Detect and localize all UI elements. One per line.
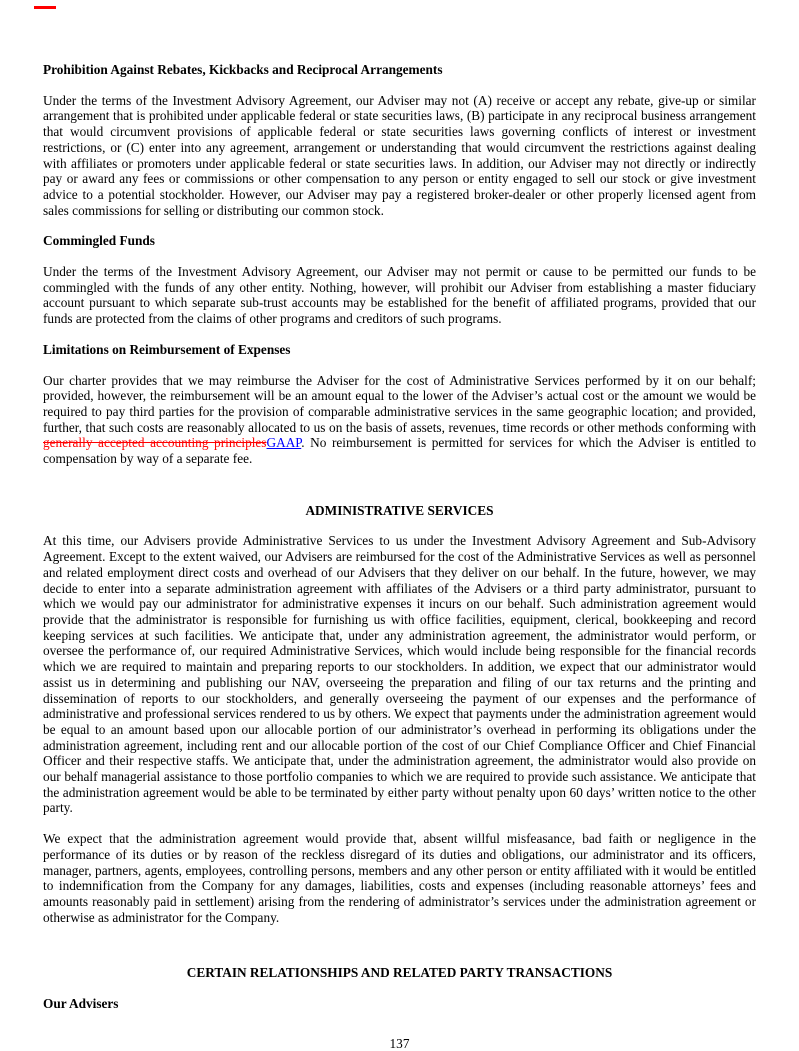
page-number: 137 [389, 1035, 410, 1051]
redline-change-marker [34, 6, 56, 9]
inserted-text-gaap: GAAP [266, 435, 302, 451]
heading-commingled-funds: Commingled Funds [43, 233, 155, 249]
heading-limitations-reimbursement: Limitations on Reimbursement of Expenses [43, 341, 291, 357]
heading-prohibition-rebates: Prohibition Against Rebates, Kickbacks and Reciprocal Arrangements [43, 62, 443, 77]
paragraph-administrative-services-1: At this time, our Advisers provide Administrative Services to us under the Investment Advisory Agreement and Sub-Advisory Agreement. Except to the extent waived, our Advisers are reimbursed for the cost of the Administrative Services as well as personnel and related employment direct costs and overhead of our Advisers that they deliver on our behalf. In the future, however, we may decide to enter into a separate administration agreement with affiliates of the Advisers or a third party administrator, pursuant to which we would pay our administrator for administrative expenses it incurs on our behalf. Such administration agreement would provide that the administrator is responsible for furnishing us with office facilities, equipment, clerical, bookkeeping and record keeping services at such facilities. We anticipate that, under any administration agreement, the administrator would perform, or oversee the performance of, our required Administrative Services, which would include being responsible for the financial records which we are required to maintain and preparing reports to our stockholders. In addition, we expect that our administrator would assist us in determining and publishing our NAV, overseeing the preparation and filing of our tax returns and the printing and dissemination of reports to our stockholders, and generally overseeing the payment of our expenses and the performance of administrative and professional services rendered to us by others. We expect that payments under the administration agreement would be equal to an amount based upon our allocable portion of our administrator’s overhead in performing its obligations under the administration agreement, including rent and our allocable portion of the cost of our Chief Compliance Officer and Chief Financial Officer and their respective staffs. We anticipate that, under the administration agreement, the administrator would also provide on our behalf managerial assistance to those portfolio companies to which we are required to provide such assistance. We anticipate that the administration agreement would be able to be terminated by either party without penalty upon 60 days’ written notice to the other party. [43, 533, 756, 816]
heading-our-advisers: Our Advisers [43, 996, 119, 1012]
limitations-text-after: . No reimbursement is permitted for services for which the Adviser is entitled to compensation by way of a separate fee. [43, 435, 756, 467]
heading-related-party-transactions: CERTAIN RELATIONSHIPS AND RELATED PARTY TRANSACTIONS [186, 965, 613, 981]
paragraph-prohibition-rebates: Under the terms of the Investment Advisory Agreement, our Adviser may not (A) receive or accept any rebate, give-up or similar arrangement that is prohibited under applicable federal or state securities laws, (B) participate in any reciprocal business arrangement that would circumvent provisions of applicable federal or state securities laws governing conflicts of interest or investment restrictions, or (C) enter into any agreement, arrangement or understanding that would circumvent the restrictions against dealing with affiliates or promoters under applicable federal or state securities laws. In addition, our Adviser may not directly or indirectly pay or award any fees or commissions or other compensation to any person or entity engaged to sell our stock or give investment advice to a potential stockholder. However, our Adviser may pay a registered broker-dealer or other properly licensed agent from sales commissions for selling or distributing our common stock. [43, 92, 756, 218]
paragraph-commingled-funds: Under the terms of the Investment Advisory Agreement, our Adviser may not permit or cause to be permitted our funds to be commingled with the funds of any other entity. Nothing, however, will prohibit our Adviser from establishing a master fiduciary account pursuant to which separate sub-trust accounts may be established for the benefit of affiliated programs, provided that our funds are protected from the claims of other programs and creditors of such programs. [43, 264, 756, 327]
heading-administrative-services: ADMINISTRATIVE SERVICES [305, 502, 494, 518]
paragraph-administrative-services-2: We expect that the administration agreement would provide that, absent willful misfeasance, bad faith or negligence in the performance of its duties or by reason of the reckless disregard of its duties and obligations, our administrator and its officers, manager, partners, agents, employees, controlling persons, members and any other person or entity affiliated with it would be entitled to indemnification from the Company for any damages, liabilities, costs and expenses (including reasonable attorneys’ fees and amounts reasonably paid in settlement) arising from the rendering of administrator’s services under the administration agreement or otherwise as administrator for the Company. [43, 831, 756, 925]
paragraph-limitations-reimbursement [43, 373, 756, 467]
deleted-text-accounting-principles: generally accepted accounting principles [43, 435, 267, 451]
limitations-text-before: Our charter provides that we may reimburse the Adviser for the cost of Administrative Services performed by it on our behalf; provided, however, the reimbursement will be an amount equal to the lower of the Adviser’s actual cost or the amount we would be required to pay third parties for the provision of comparable administrative services in the same geographic location; and provided, further, that such costs are reasonably allocated to us on the basis of assets, revenues, time records or other methods conforming with [43, 372, 756, 435]
